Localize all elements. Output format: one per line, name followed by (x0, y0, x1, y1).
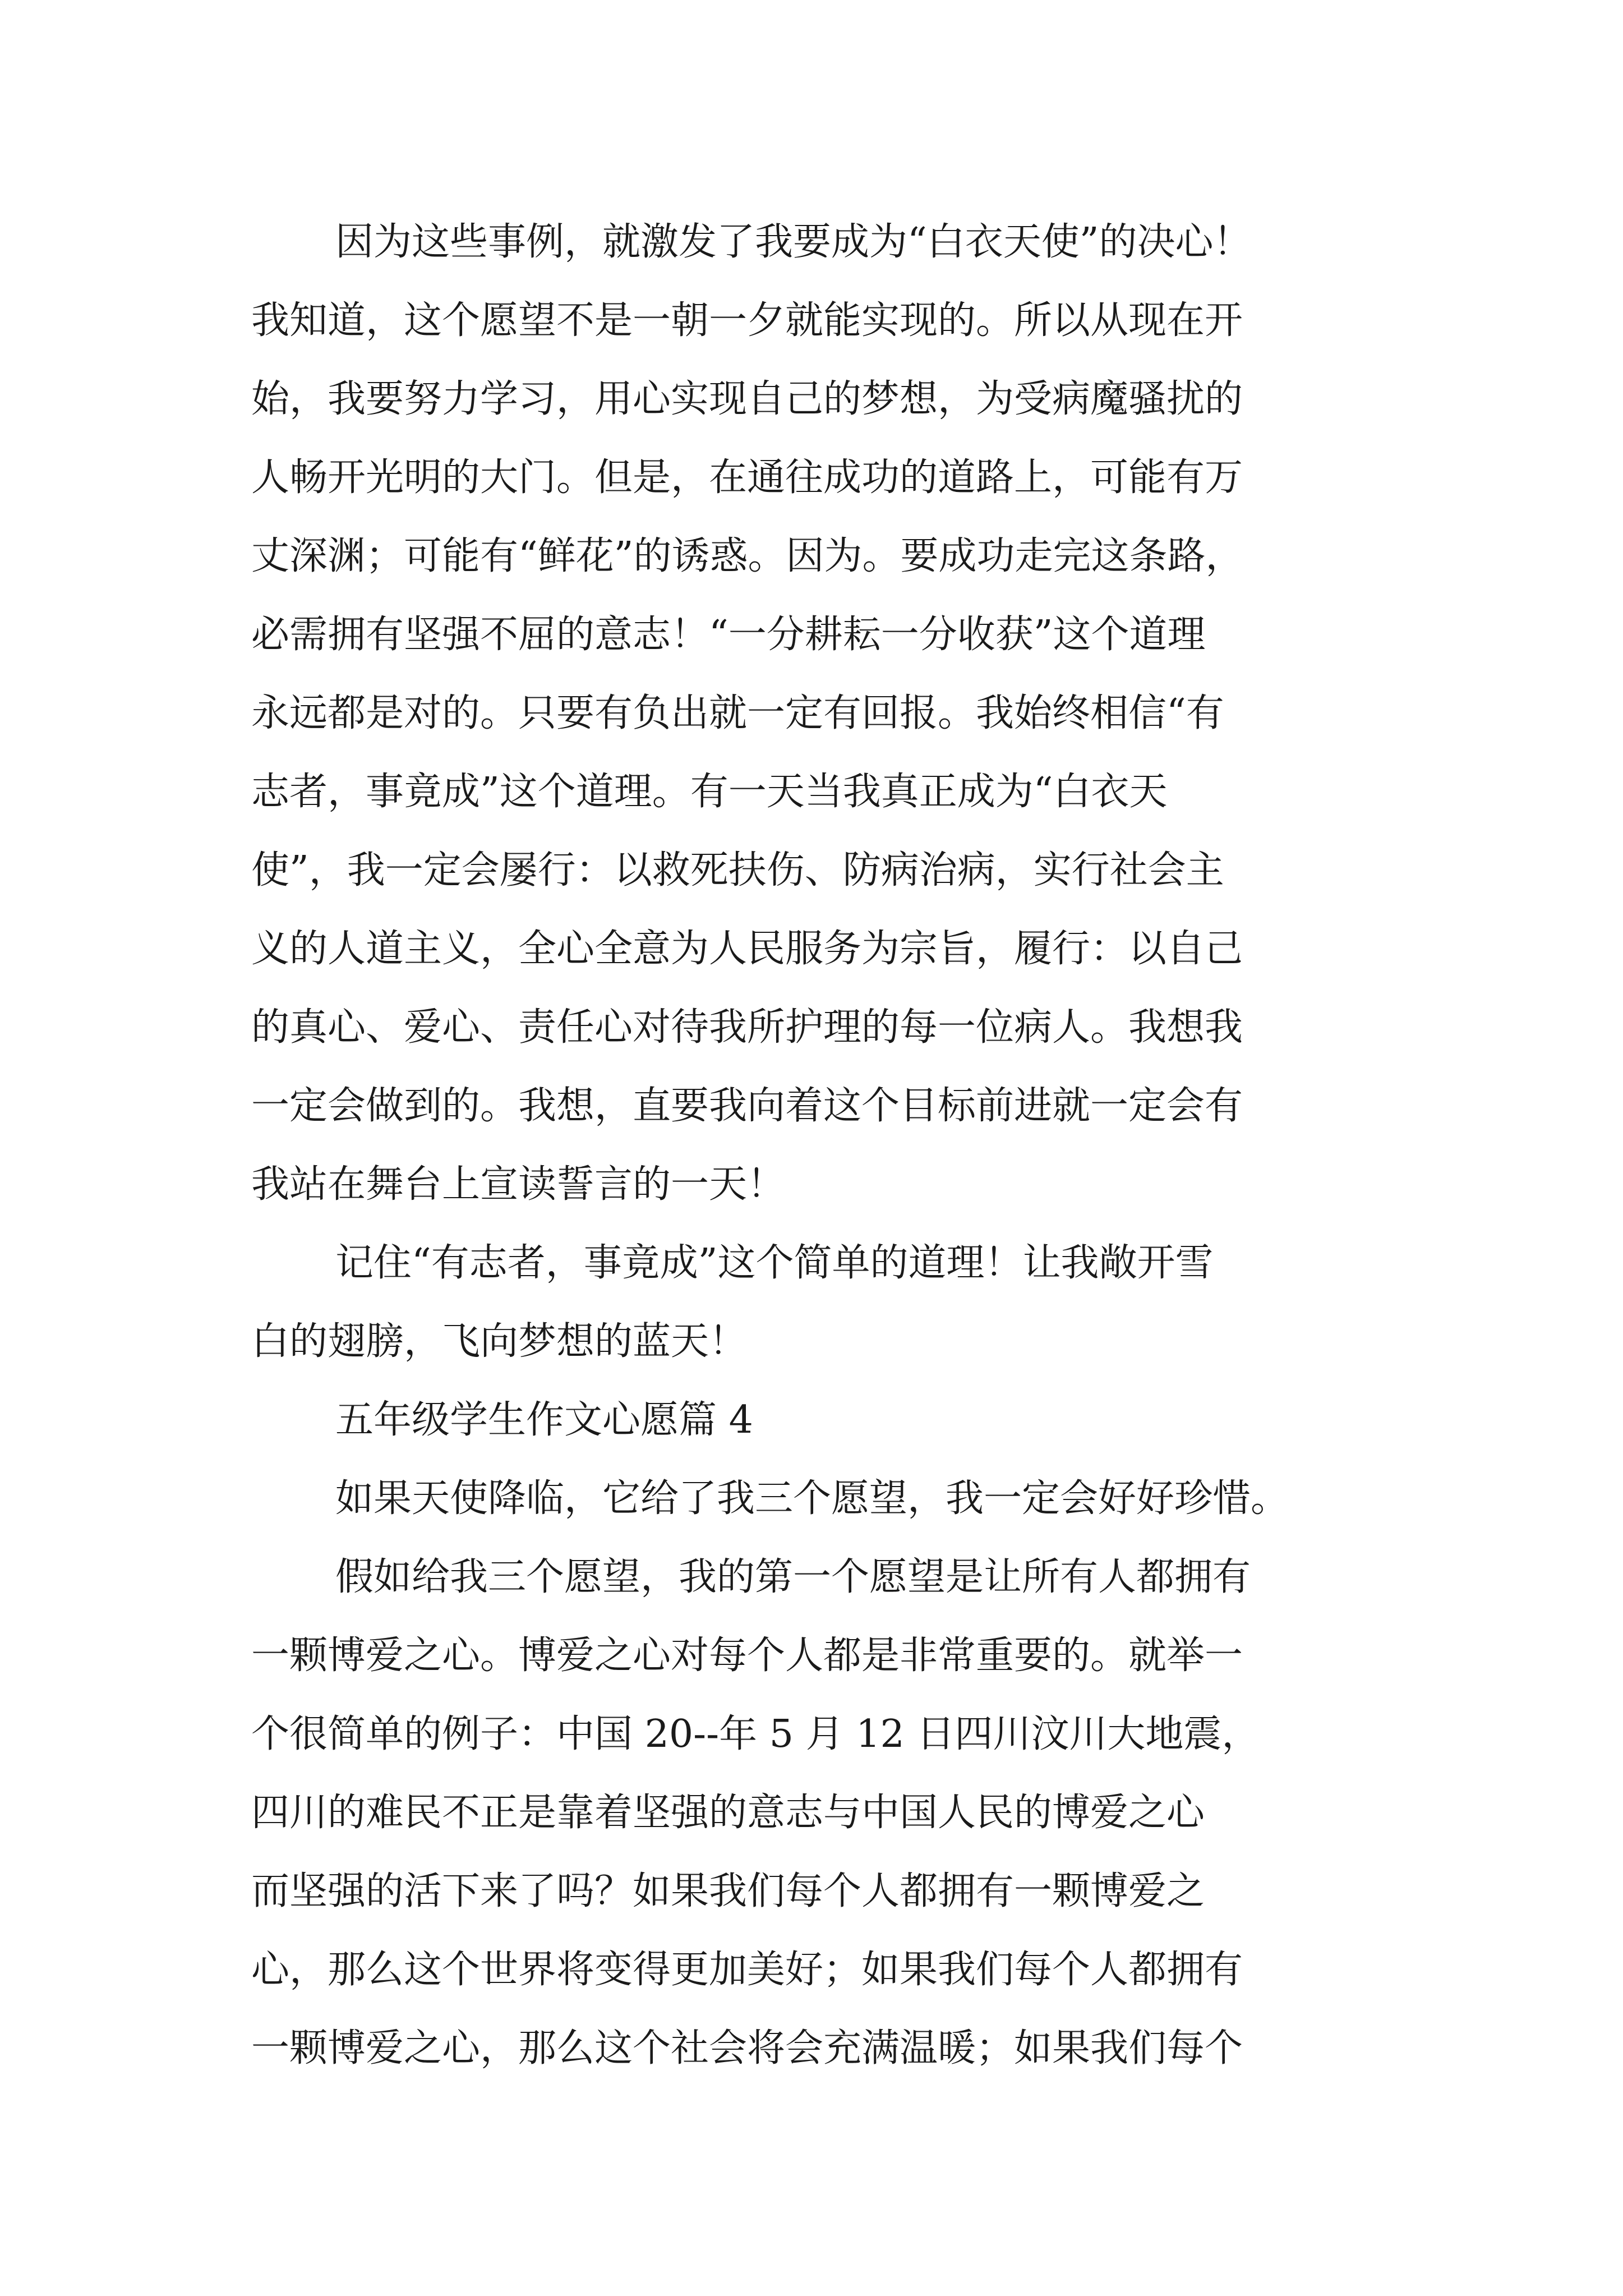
paragraph-line: 永远都是对的。只要有负出就一定有回报。我始终相信“有 (251, 691, 1224, 735)
paragraph-line: 义的人道主义，全心全意为人民服务为宗旨，履行：以自己 (251, 927, 1243, 971)
section-heading: 五年级学生作文心愿篇 4 (335, 1398, 753, 1442)
paragraph-line: 的真心、爱心、责任心对待我所护理的每一位病人。我想我 (251, 1005, 1243, 1050)
paragraph-line: 假如给我三个愿望，我的第一个愿望是让所有人都拥有 (335, 1555, 1251, 1599)
paragraph-line: 始，我要努力学习，用心实现自己的梦想，为受病魔骚扰的 (251, 377, 1243, 421)
paragraph-line: 丈深渊；可能有“鲜花”的诱惑。因为。要成功走完这条路， (251, 534, 1244, 578)
paragraph-line: 志者，事竟成”这个道理。有一天当我真正成为“白衣天 (251, 770, 1168, 814)
paragraph-line: 一颗博爱之心。博爱之心对每个人都是非常重要的。就举一 (251, 1634, 1243, 1678)
paragraph-line: 心，那么这个世界将变得更加美好；如果我们每个人都拥有 (251, 1948, 1243, 1992)
paragraph-line: 而坚强的活下来了吗？如果我们每个人都拥有一颗博爱之 (251, 1869, 1205, 1913)
paragraph-line: 必需拥有坚强不屈的意志！“一分耕耘一分收获”这个道理 (251, 613, 1206, 657)
paragraph-line: 因为这些事例，就激发了我要成为“白衣天使”的决心！ (335, 220, 1252, 264)
paragraph-line: 一定会做到的。我想，直要我向着这个目标前进就一定会有 (251, 1084, 1243, 1128)
paragraph-line: 我站在舞台上宣读誓言的一天！ (251, 1162, 786, 1207)
paragraph-line: 人畅开光明的大门。但是，在通往成功的道路上，可能有万 (251, 455, 1243, 500)
paragraph-line: 个很简单的例子：中国 20--年 5 月 12 日四川汶川大地震， (251, 1712, 1260, 1756)
paragraph-line: 白的翅膀，飞向梦想的蓝天！ (251, 1319, 748, 1364)
paragraph-line: 我知道，这个愿望不是一朝一夕就能实现的。所以从现在开 (251, 298, 1243, 343)
paragraph-line: 如果天使降临，它给了我三个愿望，我一定会好好珍惜。 (335, 1476, 1289, 1521)
paragraph-line: 一颗博爱之心，那么这个社会将会充满温暖；如果我们每个 (251, 2026, 1243, 2070)
paragraph-line: 四川的难民不正是靠着坚强的意志与中国人民的博爱之心 (251, 1791, 1205, 1835)
paragraph-line: 使”，我一定会屡行：以救死扶伤、防病治病，实行社会主 (251, 848, 1224, 892)
document-body (251, 203, 1378, 2088)
paragraph-line: 记住“有志者，事竟成”这个简单的道理！让我敞开雪 (335, 1241, 1214, 1285)
